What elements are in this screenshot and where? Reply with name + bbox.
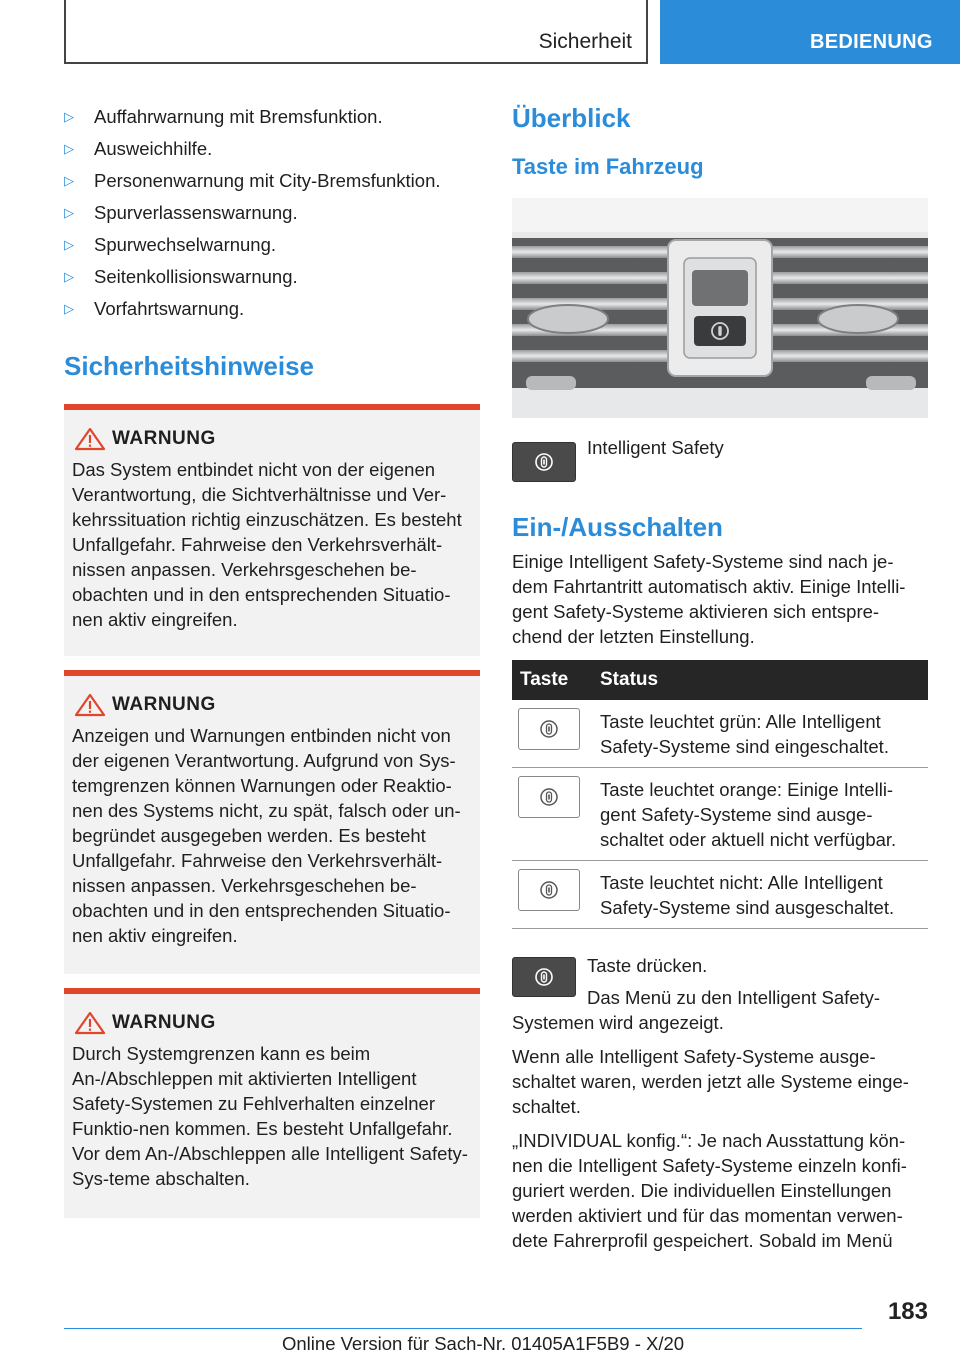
paragraph-individual: „INDIVIDUAL konfig.“: Je nach Ausstattung kön-nen die Intelligent Safety-Systeme einzeln konfi-guriert werden. Die individuellen Einstellungen werden aktiviert und für das momentan verwen-dete Fahrerprofil gespeichert. Sobald im Menü <box>512 1130 907 1251</box>
press-result: Das Menü zu den Intelligent Safety-Systemen wird angezeigt. <box>512 987 881 1033</box>
list-item: ▷ Spurverlassenswarnung. <box>64 197 480 229</box>
list-item: ▷ Vorfahrtswarnung. <box>64 293 480 325</box>
warning-triangle-icon <box>74 693 106 717</box>
button-off-icon <box>518 869 580 911</box>
safety-shield-icon <box>533 966 555 988</box>
status-table <box>512 660 928 929</box>
column-header-status: Status <box>592 660 928 700</box>
press-step: Taste drücken. <box>587 955 708 976</box>
header-tab-label: BEDIENUNG <box>810 31 933 53</box>
header-tab <box>660 0 960 64</box>
list-item: ▷ Ausweichhilfe. <box>64 133 480 165</box>
list-item: ▷ Spurwechselwarnung. <box>64 229 480 261</box>
safety-shield-icon <box>538 718 560 740</box>
table-row <box>512 768 928 861</box>
onoff-text: Einige Intelligent Safety-Systeme sind nach je-dem Fahrtantritt automatisch aktiv. Einige Intelli-gent Safety-Systeme aktivieren sich entspre-chend der letzten Einstellung. <box>512 551 906 647</box>
status-text: Taste leuchtet nicht: Alle Intelligent Safety-Systeme sind ausgeschaltet. <box>592 861 928 929</box>
paragraph-all-off: Wenn alle Intelligent Safety-Systeme ausge-schaltet waren, werden jetzt alle Systeme einge-schaltet. <box>512 1046 909 1117</box>
header-section-box <box>64 0 648 64</box>
press-button-icon <box>512 957 576 997</box>
triangle-bullet-icon: ▷ <box>64 269 74 284</box>
warning-box <box>64 404 480 656</box>
feature-list <box>64 101 480 325</box>
column-header-button: Taste <box>512 660 592 700</box>
header-section-title: Sicherheit <box>538 30 632 53</box>
vent-and-button-illustration <box>512 198 928 418</box>
button-label: Intelligent Safety <box>587 437 724 458</box>
table-row <box>512 861 928 929</box>
warning-box <box>64 670 480 974</box>
triangle-bullet-icon: ▷ <box>64 205 74 220</box>
warning-title: WARNUNG <box>112 428 216 449</box>
triangle-bullet-icon: ▷ <box>64 141 74 156</box>
warning-title: WARNUNG <box>112 1012 216 1033</box>
safety-shield-icon <box>538 879 560 901</box>
overview-heading: Überblick <box>512 103 631 133</box>
triangle-bullet-icon: ▷ <box>64 109 74 124</box>
triangle-bullet-icon: ▷ <box>64 301 74 316</box>
list-item: ▷ Seitenkollisionswarnung. <box>64 261 480 293</box>
safety-shield-icon <box>538 786 560 808</box>
safety-heading: Sicherheitshinweise <box>64 351 314 381</box>
footer-divider <box>64 1328 862 1329</box>
triangle-bullet-icon: ▷ <box>64 173 74 188</box>
table-row <box>512 700 928 768</box>
left-column <box>64 100 480 1218</box>
intelligent-safety-button-icon <box>512 442 576 482</box>
footer-text: Online Version für Sach-Nr. 01405A1F5B9 - X/20 <box>282 1333 685 1354</box>
safety-shield-icon <box>533 451 555 473</box>
right-column <box>512 100 928 1253</box>
status-text: Taste leuchtet orange: Einige Intelli-gent Safety-Systeme sind ausge-schaltet oder aktuell nicht verfügbar. <box>592 768 928 861</box>
warning-triangle-icon <box>74 1011 106 1035</box>
triangle-bullet-icon: ▷ <box>64 237 74 252</box>
warning-box <box>64 988 480 1218</box>
status-text: Taste leuchtet grün: Alle Intelligent Safety-Systeme sind eingeschaltet. <box>592 700 928 768</box>
vehicle-button-photo <box>512 198 928 418</box>
button-green-icon <box>518 708 580 750</box>
list-item: ▷ Auffahrwarnung mit Bremsfunktion. <box>64 101 480 133</box>
warning-text: Anzeigen und Warnungen entbinden nicht von der eigenen Verantwortung. Aufgrund von Sys-temgrenzen können Warnungen oder Reaktio-nen des Systems nicht, zu spät, falsch oder un-begründet ausgegeben werden. Es besteht Unfallgefahr. Fahrweise den Verkehrsverhält-nissen anpassen. Verkehrsgeschehen be-obachten und in den entsprechenden Situatio-nen aktiv eingreifen. <box>72 725 461 946</box>
warning-text: Das System entbindet nicht von der eigenen Verantwortung, die Sichtverhältnisse und Ver-kehrssituation richtig einzuschätzen. Es besteht Unfallgefahr. Fahrweise den Verkehrsverhält-nissen anpassen. Verkehrsgeschehen be-obachten und in den entsprechenden Situatio-nen aktiv eingreifen. <box>72 459 462 630</box>
warning-title: WARNUNG <box>112 694 216 715</box>
warning-text: Durch Systemgrenzen kann es beim An-/Abschleppen mit aktivierten Intelligent Safety-Systemen zu Fehlverhalten einzelner Funktio-nen kommen. Es besteht Unfallgefahr. Vor dem An-/Abschleppen alle Intelligent Safety-Sys-teme abschalten. <box>72 1043 468 1189</box>
onoff-heading: Ein-/Ausschalten <box>512 512 723 542</box>
button-orange-icon <box>518 776 580 818</box>
page-number: 183 <box>887 1298 928 1325</box>
button-heading: Taste im Fahrzeug <box>512 154 704 179</box>
warning-triangle-icon <box>74 427 106 451</box>
list-item: ▷ Personenwarnung mit City-Bremsfunktion. <box>64 165 480 197</box>
